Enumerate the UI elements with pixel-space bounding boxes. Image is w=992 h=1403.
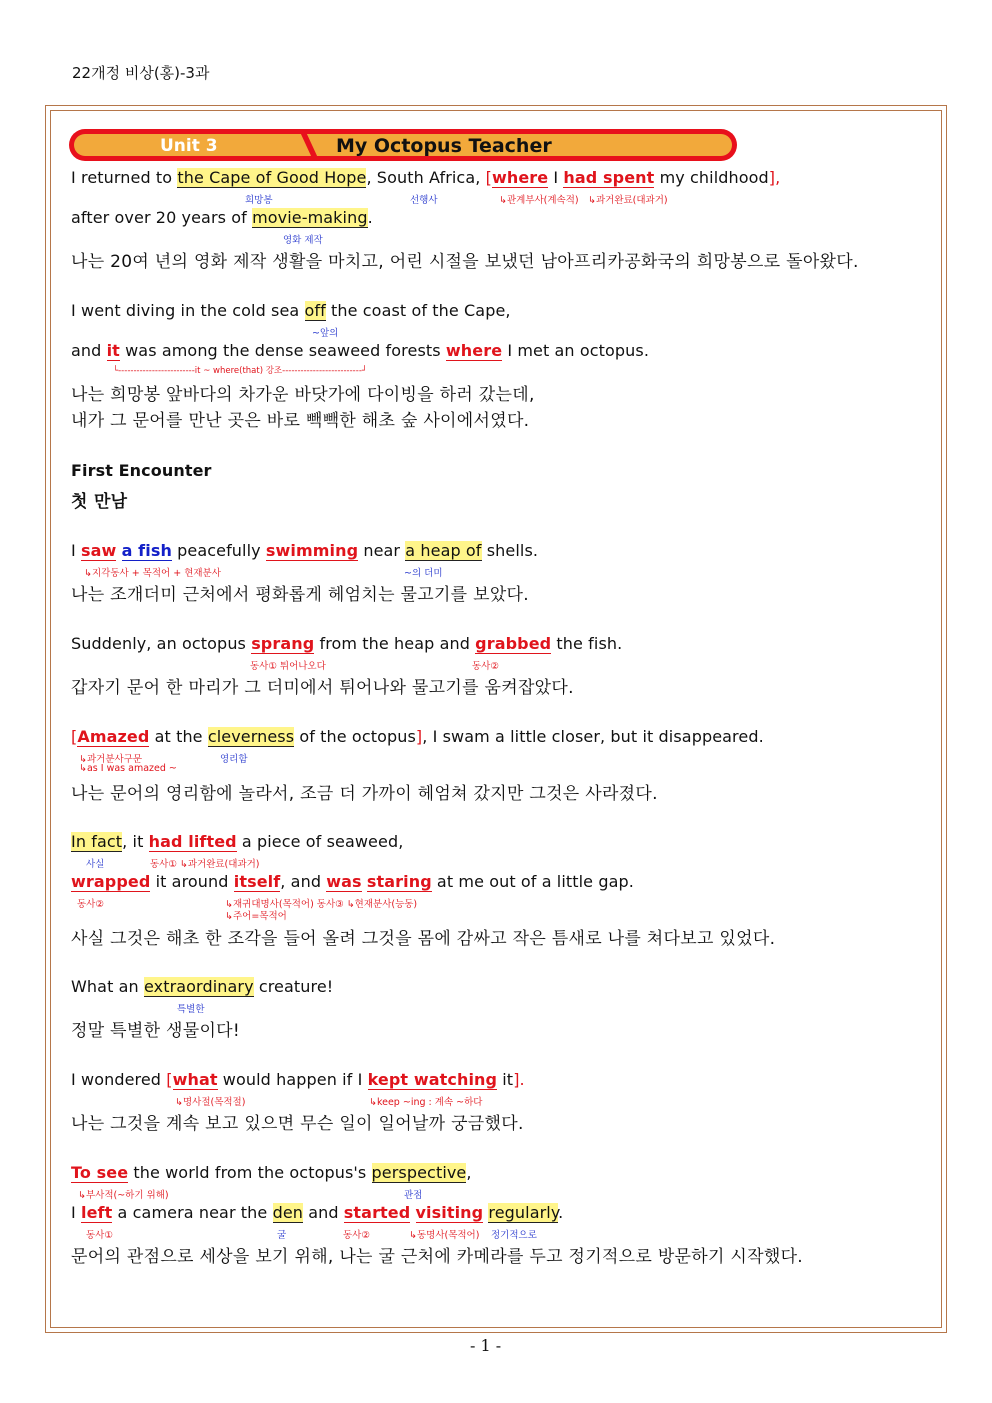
- s8-translation: 나는 그것을 계속 보고 있으면 무슨 일이 일어날까 궁금했다.: [71, 1114, 524, 1134]
- s1-translation: 나는 20여 년의 영화 제작 생활을 마치고, 어린 시절을 보냈던 남아프리카공화국의 희망봉으로 돌아왔다.: [71, 252, 859, 272]
- s9-translation: 문어의 관점으로 세상을 보기 위해, 나는 굴 근처에 카메라를 두고 정기적으로 방문하기 시작했다.: [71, 1247, 804, 1267]
- s5-note-2: 영리함: [220, 754, 248, 765]
- document-header: 22개정 비상(홍)-3과: [72, 64, 210, 82]
- s6-line2: wrapped it around itself, and was staring at me out of a little gap.: [71, 872, 634, 891]
- s4-note-1: 동사① 튀어나오다: [250, 661, 326, 672]
- s4-line1: Suddenly, an octopus sprang from the heap and grabbed the fish.: [71, 634, 623, 653]
- s1-note-5: 영화 제작: [283, 235, 323, 246]
- s1-line2: after over 20 years of movie-making.: [71, 208, 373, 227]
- s7-note-1: 특별한: [177, 1004, 205, 1015]
- s6-note-2: 동사① ↳과거완료(대과거): [150, 859, 260, 870]
- s5-note-3: ↳as I was amazed ~: [79, 763, 177, 774]
- s9-line2: I left a camera near the den and started visiting regularly.: [71, 1203, 564, 1222]
- s9-note-6: ↳동명사(목적어): [409, 1230, 480, 1241]
- unit-banner: [68, 128, 738, 162]
- s9-note-5: 동사②: [343, 1230, 370, 1241]
- s2-translation-1: 나는 희망봉 앞바다의 차가운 바닷가에 다이빙을 하러 갔는데,: [71, 385, 535, 405]
- s9-note-7: 정기적으로: [491, 1230, 537, 1241]
- s9-note-3: 동사①: [86, 1230, 113, 1241]
- s5-translation: 나는 문어의 영리함에 놀라서, 조금 더 가까이 헤엄쳐 갔지만 그것은 사라졌다.: [71, 784, 658, 804]
- s1-note-1: 희망봉: [245, 195, 273, 206]
- section-heading-kr: 첫 만남: [71, 492, 128, 512]
- s3-line1: I saw a fish peacefully swimming near a heap of shells.: [71, 541, 539, 560]
- s6-note-4: ↳재귀대명사(목적어) 동사③ ↳현재분사(능동): [225, 899, 418, 910]
- s6-line1: In fact, it had lifted a piece of seaweed,: [71, 832, 404, 851]
- s6-note-5: ↳주어=목적어: [225, 911, 287, 922]
- s6-translation: 사실 그것은 해초 한 조각을 들어 올려 그것을 몸에 감싸고 작은 틈새로 나를 쳐다보고 있었다.: [71, 929, 776, 949]
- s7-line1: What an extraordinary creature!: [71, 977, 334, 996]
- unit-label: Unit 3: [160, 136, 218, 156]
- s3-note-2: ~의 더미: [404, 568, 443, 579]
- s9-note-2: 관점: [404, 1190, 423, 1201]
- s1-note-4: ↳과거완료(대과거): [588, 195, 668, 206]
- page-border-inner: [50, 110, 942, 1328]
- s6-note-3: 동사②: [77, 899, 104, 910]
- s2-line1: I went diving in the cold sea off the coast of the Cape,: [71, 301, 511, 320]
- s7-translation: 정말 특별한 생물이다!: [71, 1021, 241, 1041]
- s2-line2: and it was among the dense seaweed forests where I met an octopus.: [71, 341, 650, 360]
- s5-note-1: ↳과거분사구문: [79, 754, 143, 765]
- s8-note-2: ↳keep ~ing : 계속 ~하다: [369, 1097, 483, 1108]
- s5-line1: [Amazed at the cleverness of the octopus], I swam a little closer, but it disappeared.: [71, 727, 764, 746]
- s4-translation: 갑자기 문어 한 마리가 그 더미에서 튀어나와 물고기를 움켜잡았다.: [71, 678, 574, 698]
- s9-note-1: ↳부사적(~하기 위해): [78, 1190, 169, 1201]
- s3-note-1: ↳지각동사 + 목적어 + 현재분사: [84, 568, 221, 579]
- s9-line1: To see the world from the octopus's perspective,: [71, 1163, 472, 1182]
- s1-note-3: ↳관계부사(계속적): [499, 195, 579, 206]
- page-number: - 1 -: [470, 1336, 502, 1355]
- s6-note-1: 사실: [86, 859, 105, 870]
- s4-note-2: 동사②: [472, 661, 499, 672]
- s3-translation: 나는 조개더미 근처에서 평화롭게 헤엄치는 물고기를 보았다.: [71, 585, 529, 605]
- section-heading: First Encounter: [71, 461, 212, 480]
- unit-title: My Octopus Teacher: [336, 135, 552, 157]
- s2-note-2: └-------------------------it ~ where(that) 강조--------------------------┘: [113, 366, 368, 376]
- s9-note-4: 굴: [277, 1230, 287, 1241]
- s1-note-2: 선행사: [410, 195, 438, 206]
- s2-translation-2: 내가 그 문어를 만난 곳은 바로 빽빽한 해초 숲 사이에서였다.: [71, 411, 530, 431]
- s2-note-1: ~앞의: [312, 328, 339, 339]
- s1-line1: I returned to the Cape of Good Hope, South Africa, [where I had spent my childhood],: [71, 168, 781, 187]
- s8-line1: I wondered [what would happen if I kept watching it].: [71, 1070, 525, 1089]
- s8-note-1: ↳명사절(목적절): [175, 1097, 246, 1108]
